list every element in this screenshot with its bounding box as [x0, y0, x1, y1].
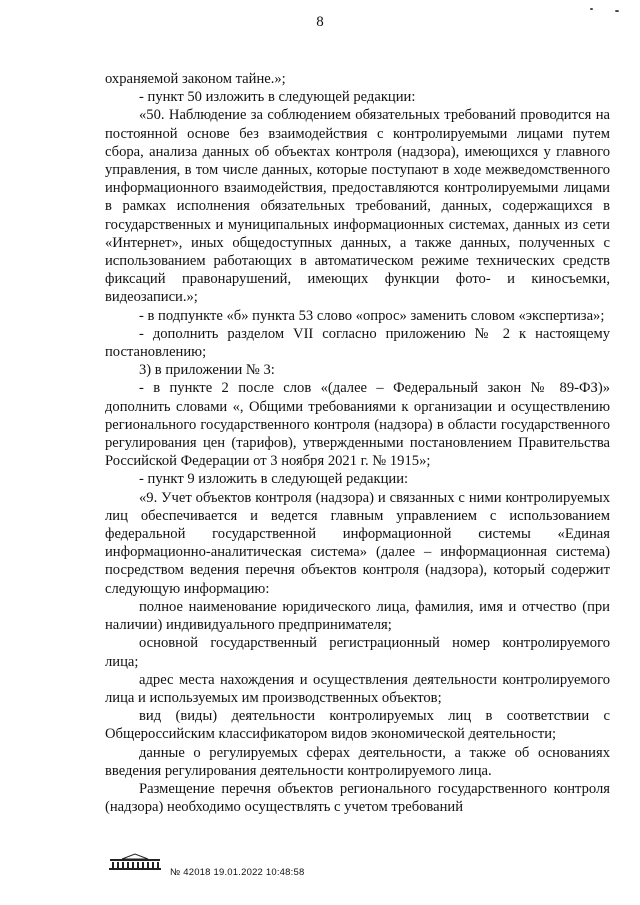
paragraph: вид (виды) деятельности контролируемых лиц в соответствии с Общероссийским классификатором видов экономической деятельности; — [105, 708, 610, 743]
document-stamp: № 42018 19.01.2022 10:48:58 — [170, 867, 305, 878]
paragraph: «50. Наблюдение за соблюдением обязательных требований проводится на постоянной основе без взаимодействия с контролируемыми лицами путем сбора, анализа данных об объектах контроля (надзора), имеющихся у главного управления, в том числе данных, которые поступают в ходе межведомственного информационного взаимодействия, предоставляются контролируемыми лицами в рамках исполнения обязательных требований, данных, содержащихся в государственных и муниципальных информационных системах, данных из сети «Интернет», иных общедоступных данных, а также данных, полученных с использованием работающих в автоматическом режиме технических средств фиксаций правонарушений, имеющих функции фото- и киносъемки, видеозаписи.»; — [105, 107, 610, 306]
paragraph: основной государственный регистрационный номер контролируемого лица; — [105, 635, 610, 670]
scan-speck — [590, 8, 593, 10]
paragraph: охраняемой законом тайне.»; — [105, 71, 286, 87]
document-body — [105, 70, 610, 816]
building-logo-icon — [108, 853, 162, 871]
page-number: 8 — [316, 14, 324, 30]
paragraph: данные о регулируемых сферах деятельности, а также об основаниях введения регулирования деятельности контролируемого лица. — [105, 744, 610, 779]
paragraph: полное наименование юридического лица, фамилия, имя и отчество (при наличии) индивидуального предпринимателя; — [105, 598, 610, 634]
paragraph: адрес места нахождения и осуществления деятельности контролируемого лица и используемых им производственных объектов; — [105, 671, 610, 706]
paragraph: - в подпункте «б» пункта 53 слово «опрос» заменить словом «экспертиза»; — [139, 307, 605, 324]
paragraph: - дополнить разделом VII согласно приложению № 2 к настоящему постановлению; — [105, 325, 610, 361]
paragraph: «9. Учет объектов контроля (надзора) и связанных с ними контролируемых лиц обеспечивается и ведется главным управлением с использованием федеральной государственной информационной системы «Единая информационно-аналитическая система» (далее – информационная система) посредством ведения перечня объектов контроля (надзора), который содержит следующую информацию: — [105, 489, 610, 597]
paragraph: 3) в приложении № 3: — [139, 362, 275, 379]
paragraph: Размещение перечня объектов регионального государственного контроля (надзора) необходимо осуществлять с учетом требований — [105, 780, 610, 816]
paragraph: - в пункте 2 после слов «(далее – Федеральный закон № 89-ФЗ)» дополнить словами «, Общими требованиями к организации и осуществлению регионального государственного контроля (надзора) в области государственного регулирования цен (тарифов), утвержденными постановлением Правительства Российской Федерации от 3 ноября 2021 г. № 1915»; — [105, 380, 610, 470]
paragraph: - пункт 50 изложить в следующей редакции: — [139, 89, 416, 106]
paragraph: - пункт 9 изложить в следующей редакции: — [139, 471, 409, 488]
scan-speck — [615, 10, 619, 12]
